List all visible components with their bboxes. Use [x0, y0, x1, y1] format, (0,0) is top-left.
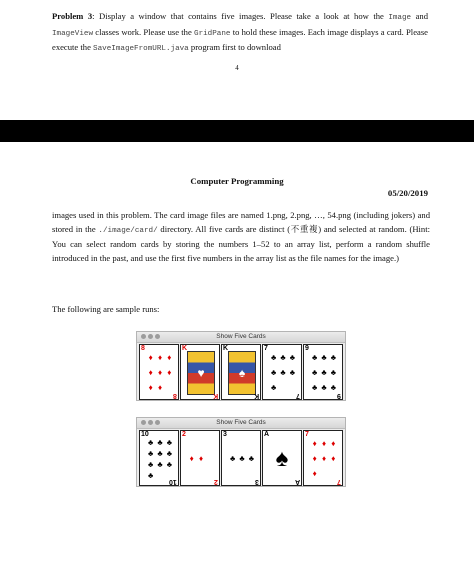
face-card-art: [228, 351, 256, 395]
card-rank: 2: [182, 431, 186, 438]
problem-text-b: and: [411, 11, 429, 21]
suit-pip-icon: ♣: [239, 454, 245, 463]
suit-pip-icon: ♣: [166, 448, 172, 458]
playing-card: [303, 344, 343, 400]
card-rank: K: [223, 345, 229, 352]
card-rank-inverted: 3: [255, 478, 259, 485]
suit-pip-icon: ♦: [189, 454, 194, 463]
suit-pip-icon: ♣: [312, 367, 318, 377]
body-paragraph: [52, 209, 430, 265]
card-rank: K: [182, 345, 188, 352]
card-rank-inverted: A: [294, 478, 300, 485]
card-rank: 3: [223, 431, 227, 438]
suit-pip-icon: ♣: [271, 382, 277, 392]
card-rank: 10: [141, 431, 149, 438]
suit-pip-icon: ♣: [289, 353, 295, 363]
page-number: 4: [235, 64, 239, 72]
window-title: Show Five Cards: [216, 333, 266, 340]
suit-pip-icon: ♦: [157, 353, 163, 363]
problem-text-c: classes work. Please use the: [93, 26, 195, 37]
playing-card: [262, 344, 302, 400]
suit-pip-icon: ♣: [271, 367, 277, 377]
card-row: [139, 430, 343, 486]
suit-pip-icon: ♦: [321, 453, 327, 463]
problem-text-a: : Display a window that contains five images. Please take a look at how the: [92, 11, 389, 21]
problem-text-e: program first to download: [188, 42, 281, 52]
suit-pip-icon: ♦: [157, 382, 163, 392]
suit-pip-icon: ♦: [331, 439, 336, 449]
code-imageview: ImageView: [52, 29, 94, 38]
card-rank: 8: [141, 345, 145, 352]
body-text-b: directory. All five cards are distinct (不重複) and selected at random. (Hint: You can select random cards by storing the numbers 1–52 to an array list, perform a random shuffle introduced in the past, and use the first five numbers in the array list as the file names for the image.): [52, 223, 430, 263]
suit-pip-icon: ♣: [166, 437, 172, 447]
ace-suit-icon: ♠: [275, 446, 289, 472]
card-rank: A: [264, 431, 270, 438]
suit-pip-icon: ♣: [289, 367, 295, 377]
card-rank: 7: [264, 345, 268, 352]
problem-label: Problem 3: [52, 11, 93, 21]
card-pips: [310, 351, 338, 395]
card-row: [139, 344, 343, 400]
sample-window-1: [136, 331, 346, 401]
window-titlebar: [137, 418, 345, 429]
code-image: Image: [388, 14, 412, 22]
card-rank-inverted: 10: [169, 478, 177, 485]
suit-pip-icon: ♣: [280, 353, 286, 363]
playing-card: [180, 430, 220, 486]
suit-pip-icon: ♣: [312, 353, 318, 363]
card-rank-inverted: K: [253, 392, 259, 399]
suit-pip-icon: ♣: [280, 367, 286, 377]
suit-pip-icon: ♣: [157, 459, 163, 469]
card-rank-inverted: 7: [296, 392, 300, 399]
suit-pip-icon: ♣: [248, 454, 254, 463]
suit-pip-icon: ♦: [148, 353, 153, 363]
suit-pip-icon: ♣: [166, 459, 172, 469]
sample-window-2: [136, 417, 346, 487]
card-rank-inverted: 9: [337, 392, 341, 399]
playing-card: [221, 344, 261, 400]
face-card-suit: ♠: [238, 366, 246, 380]
suit-pip-icon: ♣: [330, 382, 336, 392]
card-rank-inverted: K: [212, 392, 218, 399]
suit-pip-icon: ♣: [148, 437, 154, 447]
card-pips: [146, 437, 174, 481]
suit-pip-icon: ♣: [148, 448, 154, 458]
course-title: Computer Programming: [190, 176, 284, 186]
card-rank: 7: [305, 431, 309, 438]
suit-pip-icon: ♦: [312, 453, 317, 463]
suit-pip-icon: ♦: [331, 453, 336, 463]
page-gap-divider: [0, 120, 474, 142]
playing-card: [303, 430, 343, 486]
card-pips: [269, 351, 297, 395]
suit-pip-icon: ♣: [321, 353, 327, 363]
card-rank-inverted: 8: [173, 392, 177, 399]
suit-pip-icon: ♣: [271, 353, 277, 363]
card-pips: [146, 351, 174, 395]
code-gridpane: GridPane: [194, 29, 231, 38]
problem-text-d: to hold these images. Each image displays a card. Please execute the: [52, 26, 428, 52]
playing-card: [180, 344, 220, 400]
suit-pip-icon: ♣: [157, 448, 163, 458]
code-card-dir: ./image/card/: [98, 226, 158, 235]
face-card-suit: ♥: [197, 366, 205, 380]
card-rank-inverted: 2: [214, 478, 218, 485]
playing-card: [139, 344, 179, 400]
date: 05/20/2019: [387, 188, 428, 198]
card-rank: 9: [305, 345, 309, 352]
suit-pip-icon: ♦: [167, 353, 172, 363]
suit-pip-icon: ♦: [312, 468, 317, 478]
suit-pip-icon: ♣: [230, 454, 236, 463]
sample-runs-intro: The following are sample runs:: [52, 304, 160, 314]
suit-pip-icon: ♦: [198, 454, 204, 463]
code-save-image: SaveImageFromURL.java: [93, 45, 189, 53]
suit-pip-icon: ♣: [321, 367, 327, 377]
suit-pip-icon: ♣: [330, 367, 336, 377]
card-pips: [228, 437, 256, 481]
card-pips: [187, 437, 215, 481]
window-title: Show Five Cards: [216, 419, 266, 426]
window-titlebar: [137, 332, 345, 343]
suit-pip-icon: ♦: [157, 367, 163, 377]
body-text-a: images used in this problem. The card image files are named 1.png, 2.png, …, 54.png (including jokers) and stored in the: [52, 210, 430, 234]
suit-pip-icon: ♣: [321, 382, 327, 392]
face-card-art: [187, 351, 215, 395]
suit-pip-icon: ♦: [167, 367, 172, 377]
card-pips: [310, 437, 338, 481]
playing-card: [262, 430, 302, 486]
suit-pip-icon: ♦: [321, 439, 327, 449]
previous-page: [0, 0, 474, 120]
problem-statement: [52, 10, 428, 57]
playing-card: [221, 430, 261, 486]
suit-pip-icon: ♣: [312, 382, 318, 392]
suit-pip-icon: ♣: [148, 470, 154, 480]
playing-card: [139, 430, 179, 486]
suit-pip-icon: ♦: [312, 439, 317, 449]
suit-pip-icon: ♣: [157, 437, 163, 447]
suit-pip-icon: ♣: [330, 353, 336, 363]
card-rank-inverted: 7: [337, 478, 341, 485]
suit-pip-icon: ♦: [148, 382, 153, 392]
suit-pip-icon: ♦: [148, 367, 153, 377]
suit-pip-icon: ♣: [148, 459, 154, 469]
